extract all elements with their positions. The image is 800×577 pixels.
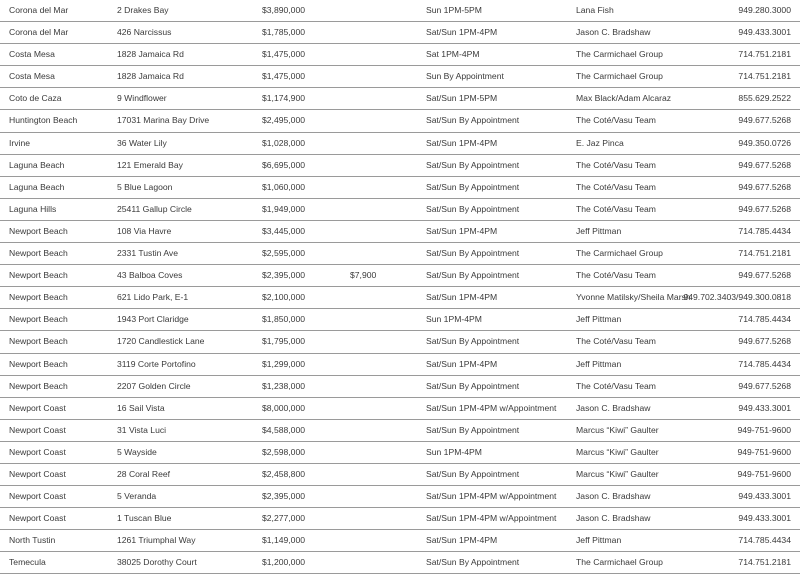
price-cell: $1,850,000 xyxy=(262,314,306,325)
city-cell: Coto de Caza xyxy=(9,93,62,104)
address-cell: 5 Blue Lagoon xyxy=(117,181,173,192)
open-house-time-cell: Sat/Sun By Appointment xyxy=(426,248,520,259)
phone-cell: 949.433.3001 xyxy=(738,402,791,413)
agent-cell: The Carmichael Group xyxy=(576,557,663,568)
agent-cell: Jason C. Bradshaw xyxy=(576,402,651,413)
price-cell: $1,475,000 xyxy=(262,49,306,60)
phone-cell: 949.677.5268 xyxy=(738,159,791,170)
phone-cell: 714.751.2181 xyxy=(738,71,791,82)
price-cell: $1,795,000 xyxy=(262,336,306,347)
city-cell: North Tustin xyxy=(9,535,56,546)
open-house-time-cell: Sat/Sun By Appointment xyxy=(426,203,520,214)
city-cell: Laguna Beach xyxy=(9,181,65,192)
price-cell: $2,395,000 xyxy=(262,491,306,502)
address-cell: 2207 Golden Circle xyxy=(117,380,191,391)
agent-cell: The Coté/Vasu Team xyxy=(576,270,656,281)
address-cell: 9 Windflower xyxy=(117,93,167,104)
price-cell: $1,785,000 xyxy=(262,27,306,38)
agent-cell: The Carmichael Group xyxy=(576,71,663,82)
city-cell: Newport Coast xyxy=(9,468,66,479)
phone-cell: 949.677.5268 xyxy=(738,336,791,347)
address-cell: 25411 Gallup Circle xyxy=(117,203,192,214)
price-cell: $2,100,000 xyxy=(262,292,306,303)
phone-cell: 714.785.4434 xyxy=(738,535,791,546)
table-row xyxy=(0,133,800,155)
city-cell: Irvine xyxy=(9,137,31,148)
agent-cell: Jeff Pittman xyxy=(576,225,622,236)
agent-cell: The Carmichael Group xyxy=(576,248,663,259)
agent-cell: Jason C. Bradshaw xyxy=(576,27,651,38)
price-cell: $2,495,000 xyxy=(262,115,306,126)
price-cell: $6,695,000 xyxy=(262,159,306,170)
open-house-time-cell: Sat 1PM-4PM xyxy=(426,49,480,60)
table-row xyxy=(0,44,800,66)
table-row xyxy=(0,265,800,287)
phone-cell: 949.677.5268 xyxy=(738,270,791,281)
phone-cell: 949.677.5268 xyxy=(738,181,791,192)
open-house-time-cell: Sat/Sun 1PM-4PM xyxy=(426,358,498,369)
price-cell: $1,174,900 xyxy=(262,93,306,104)
phone-cell: 714.785.4434 xyxy=(738,225,791,236)
phone-cell: 949.677.5268 xyxy=(738,380,791,391)
table-row xyxy=(0,508,800,530)
address-cell: 1720 Candlestick Lane xyxy=(117,336,205,347)
open-house-time-cell: Sat/Sun 1PM-4PM xyxy=(426,292,498,303)
open-house-time-cell: Sun By Appointment xyxy=(426,71,504,82)
price-cell: $8,000,000 xyxy=(262,402,306,413)
phone-cell: 714.785.4434 xyxy=(738,314,791,325)
table-row xyxy=(0,177,800,199)
table-row xyxy=(0,221,800,243)
phone-cell: 949.677.5268 xyxy=(738,115,791,126)
agent-cell: The Coté/Vasu Team xyxy=(576,115,656,126)
price-cell: $3,890,000 xyxy=(262,5,306,15)
agent-cell: The Coté/Vasu Team xyxy=(576,336,656,347)
agent-cell: Jeff Pittman xyxy=(576,535,622,546)
address-cell: 1943 Port Claridge xyxy=(117,314,189,325)
price-cell: $2,598,000 xyxy=(262,446,306,457)
phone-cell: 714.751.2181 xyxy=(738,557,791,568)
address-cell: 17031 Marina Bay Drive xyxy=(117,115,210,126)
open-house-time-cell: Sat/Sun By Appointment xyxy=(426,468,520,479)
price-cell: $1,949,000 xyxy=(262,203,306,214)
address-cell: 2331 Tustin Ave xyxy=(117,248,178,259)
address-cell: 2 Drakes Bay xyxy=(117,5,169,15)
address-cell: 28 Coral Reef xyxy=(117,468,171,479)
address-cell: 1828 Jamaica Rd xyxy=(117,71,184,82)
price-cell: $1,475,000 xyxy=(262,71,306,82)
phone-cell: 949-751-9600 xyxy=(737,424,791,435)
open-house-time-cell: Sat/Sun 1PM-4PM w/Appointment xyxy=(426,491,557,502)
phone-cell: 949.350.0726 xyxy=(738,137,791,148)
price-cell: $1,200,000 xyxy=(262,557,306,568)
address-cell: 36 Water Lily xyxy=(117,137,167,148)
open-house-time-cell: Sat/Sun 1PM-4PM xyxy=(426,27,498,38)
table-row xyxy=(0,464,800,486)
table-row xyxy=(0,155,800,177)
address-cell: 1261 Triumphal Way xyxy=(117,535,196,546)
city-cell: Newport Coast xyxy=(9,424,66,435)
table-row xyxy=(0,331,800,353)
table-row xyxy=(0,420,800,442)
price-cell: $3,445,000 xyxy=(262,225,306,236)
agent-cell: Jason C. Bradshaw xyxy=(576,513,651,524)
open-house-time-cell: Sat/Sun By Appointment xyxy=(426,380,520,391)
phone-cell: 949.702.3403/949.300.0818 xyxy=(683,292,791,303)
table-row xyxy=(0,110,800,132)
open-house-time-cell: Sat/Sun By Appointment xyxy=(426,424,520,435)
city-cell: Costa Mesa xyxy=(9,71,55,82)
city-cell: Costa Mesa xyxy=(9,49,55,60)
table-row xyxy=(0,552,800,574)
city-cell: Newport Beach xyxy=(9,292,68,303)
city-cell: Laguna Beach xyxy=(9,159,65,170)
open-house-time-cell: Sat/Sun By Appointment xyxy=(426,557,520,568)
address-cell: 1 Tuscan Blue xyxy=(117,513,172,524)
agent-cell: Lana Fish xyxy=(576,5,614,15)
price-cell: $1,028,000 xyxy=(262,137,306,148)
address-cell: 31 Vista Luci xyxy=(117,424,167,435)
price-cell: $2,395,000 xyxy=(262,270,306,281)
city-cell: Newport Coast xyxy=(9,491,66,502)
open-house-time-cell: Sat/Sun 1PM-4PM xyxy=(426,137,498,148)
city-cell: Newport Beach xyxy=(9,270,68,281)
open-house-time-cell: Sat/Sun 1PM-5PM xyxy=(426,93,498,104)
phone-cell: 949-751-9600 xyxy=(737,446,791,457)
extra-price-cell: $7,900 xyxy=(350,270,377,281)
table-row xyxy=(0,243,800,265)
city-cell: Newport Beach xyxy=(9,314,68,325)
agent-cell: The Coté/Vasu Team xyxy=(576,380,656,391)
table-row xyxy=(0,309,800,331)
phone-cell: 714.751.2181 xyxy=(738,248,791,259)
city-cell: Newport Beach xyxy=(9,358,68,369)
city-cell: Laguna Hills xyxy=(9,203,57,214)
address-cell: 16 Sail Vista xyxy=(117,402,165,413)
phone-cell: 949.433.3001 xyxy=(738,491,791,502)
city-cell: Corona del Mar xyxy=(9,27,69,38)
phone-cell: 949.280.3000 xyxy=(738,5,791,15)
city-cell: Newport Coast xyxy=(9,446,66,457)
agent-cell: Jason C. Bradshaw xyxy=(576,491,651,502)
open-house-time-cell: Sat/Sun By Appointment xyxy=(426,159,520,170)
price-cell: $1,149,000 xyxy=(262,535,306,546)
city-cell: Newport Beach xyxy=(9,336,68,347)
table-row xyxy=(0,0,800,22)
agent-cell: The Coté/Vasu Team xyxy=(576,203,656,214)
open-house-time-cell: Sat/Sun 1PM-4PM xyxy=(426,225,498,236)
agent-cell: Marcus “Kiwi” Gaulter xyxy=(576,446,659,457)
address-cell: 108 Via Havre xyxy=(117,225,172,236)
address-cell: 426 Narcissus xyxy=(117,27,172,38)
table-row xyxy=(0,22,800,44)
table-row xyxy=(0,88,800,110)
open-house-time-cell: Sat/Sun 1PM-4PM w/Appointment xyxy=(426,402,557,413)
price-cell: $2,595,000 xyxy=(262,248,306,259)
city-cell: Corona del Mar xyxy=(9,5,69,15)
open-house-time-cell: Sat/Sun By Appointment xyxy=(426,181,520,192)
table-row xyxy=(0,486,800,508)
city-cell: Newport Beach xyxy=(9,225,68,236)
price-cell: $1,238,000 xyxy=(262,380,306,391)
city-cell: Temecula xyxy=(9,557,46,568)
agent-cell: The Coté/Vasu Team xyxy=(576,159,656,170)
phone-cell: 949.433.3001 xyxy=(738,513,791,524)
city-cell: Newport Coast xyxy=(9,402,66,413)
table-row xyxy=(0,442,800,464)
price-cell: $2,458,800 xyxy=(262,468,306,479)
phone-cell: 949.433.3001 xyxy=(738,27,791,38)
address-cell: 1828 Jamaica Rd xyxy=(117,49,184,60)
open-house-time-cell: Sat/Sun 1PM-4PM xyxy=(426,535,498,546)
city-cell: Newport Coast xyxy=(9,513,66,524)
city-cell: Newport Beach xyxy=(9,380,68,391)
phone-cell: 949.677.5268 xyxy=(738,203,791,214)
table-row xyxy=(0,398,800,420)
address-cell: 621 Lido Park, E-1 xyxy=(117,292,189,303)
open-house-time-cell: Sun 1PM-5PM xyxy=(426,5,482,15)
agent-cell: Yvonne Matilsky/Sheila Marsh xyxy=(576,292,691,303)
address-cell: 5 Wayside xyxy=(117,446,157,457)
agent-cell: The Coté/Vasu Team xyxy=(576,181,656,192)
open-house-time-cell: Sun 1PM-4PM xyxy=(426,446,482,457)
city-cell: Newport Beach xyxy=(9,248,68,259)
address-cell: 3119 Corte Portofino xyxy=(117,358,196,369)
table-row xyxy=(0,66,800,88)
open-house-time-cell: Sat/Sun By Appointment xyxy=(426,115,520,126)
price-cell: $1,299,000 xyxy=(262,358,306,369)
open-house-time-cell: Sat/Sun By Appointment xyxy=(426,336,520,347)
table-row xyxy=(0,376,800,398)
address-cell: 38025 Dorothy Court xyxy=(117,557,197,568)
address-cell: 121 Emerald Bay xyxy=(117,159,183,170)
city-cell: Huntington Beach xyxy=(9,115,78,126)
table-row xyxy=(0,354,800,376)
phone-cell: 949-751-9600 xyxy=(737,468,791,479)
agent-cell: Jeff Pittman xyxy=(576,314,622,325)
phone-cell: 714.751.2181 xyxy=(738,49,791,60)
price-cell: $4,588,000 xyxy=(262,424,306,435)
price-cell: $2,277,000 xyxy=(262,513,306,524)
agent-cell: Jeff Pittman xyxy=(576,358,622,369)
table-row xyxy=(0,530,800,552)
address-cell: 43 Balboa Coves xyxy=(117,270,183,281)
agent-cell: The Carmichael Group xyxy=(576,49,663,60)
table-row xyxy=(0,199,800,221)
agent-cell: E. Jaz Pinca xyxy=(576,137,624,148)
price-cell: $1,060,000 xyxy=(262,181,306,192)
open-house-time-cell: Sat/Sun 1PM-4PM w/Appointment xyxy=(426,513,557,524)
phone-cell: 714.785.4434 xyxy=(738,358,791,369)
agent-cell: Marcus “Kiwi” Gaulter xyxy=(576,468,659,479)
phone-cell: 855.629.2522 xyxy=(738,93,791,104)
address-cell: 5 Veranda xyxy=(117,491,157,502)
agent-cell: Marcus “Kiwi” Gaulter xyxy=(576,424,659,435)
table-row xyxy=(0,287,800,309)
open-house-time-cell: Sun 1PM-4PM xyxy=(426,314,482,325)
open-house-time-cell: Sat/Sun By Appointment xyxy=(426,270,520,281)
agent-cell: Max Black/Adam Alcaraz xyxy=(576,93,672,104)
